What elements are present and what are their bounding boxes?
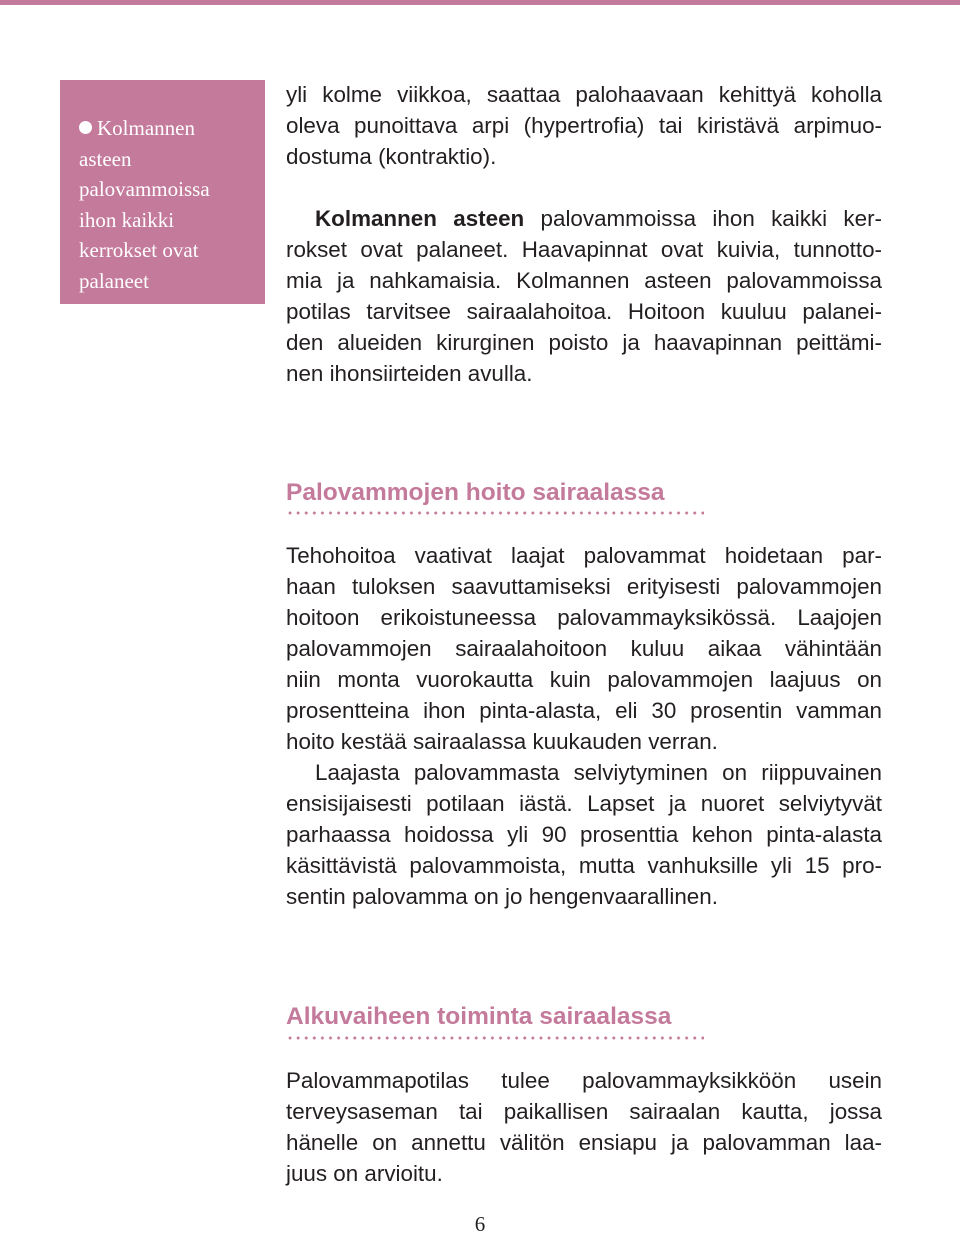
section-heading-hospital-care: Palovammojen hoito sairaalassa	[286, 479, 665, 506]
sidebar-callout	[60, 80, 265, 304]
heading-dotted-rule	[286, 1036, 704, 1040]
heading-dotted-rule	[286, 511, 704, 515]
intro-paragraph: yli kolme viikkoa, saattaa palohaavaan kehittyä koholla oleva punoittava arpi (hypertrofia) tai kiristävä arpimuo- dostuma (kontraktio).	[286, 82, 882, 169]
top-accent-rule	[0, 0, 960, 5]
hospital-care-paragraph-1: Tehohoitoa vaativat laajat palovammat hoidetaan par- haan tuloksen saavuttamiseksi erityisesti palovammojen hoitoon erikoistuneessa palovammayksikössä. Laajojen palovammojen sairaalahoitoon kuluu aikaa vähintään niin monta vuorokautta kuin palovammojen laajuus on prosentteina ihon pinta-alasta, eli 30 prosentin vamman hoito kestää sairaalassa kuukauden verran.	[286, 543, 882, 754]
section-heading-initial-phase: Alkuvaiheen toiminta sairaalassa	[286, 1003, 672, 1030]
third-degree-paragraph: Kolmannen asteen palovammoissa ihon kaikki ker- rokset ovat palaneet. Haavapinnat ovat kuivia, tunnotto- mia ja nahkamaisia. Kolmannen asteen palovammoissa potilas tarvitsee sairaalahoitoa. Hoitoon kuuluu palanei- den alueiden kirurginen poisto ja haavapinnan peittämi- nen ihonsiirteiden avulla.	[286, 206, 882, 386]
hospital-care-paragraph-2: Laajasta palovammasta selviytyminen on riippuvainen ensisijaisesti potilaan iästä. Lapset ja nuoret selviytyvät parhaassa hoidossa yli 90 prosenttia kehon pinta-alasta käsittävistä palovammoista, mutta vanhuksille yli 15 pro- sentin palovamma on jo hengenvaarallinen.	[286, 760, 882, 909]
page-number: 6	[474, 1212, 486, 1236]
initial-phase-paragraph: Palovammapotilas tulee palovammayksikköön usein terveysaseman tai paikallisen sairaalan kautta, jossa hänelle on annettu välitön ensiapu ja palovamman laa- juus on arvioitu.	[286, 1068, 882, 1186]
bullet-icon	[79, 121, 92, 134]
bold-term: Kolmannen asteen	[315, 206, 525, 231]
sidebar-callout-text: Kolmannen asteen palovammoissa ihon kaikki kerrokset ovat palaneet	[79, 116, 210, 293]
